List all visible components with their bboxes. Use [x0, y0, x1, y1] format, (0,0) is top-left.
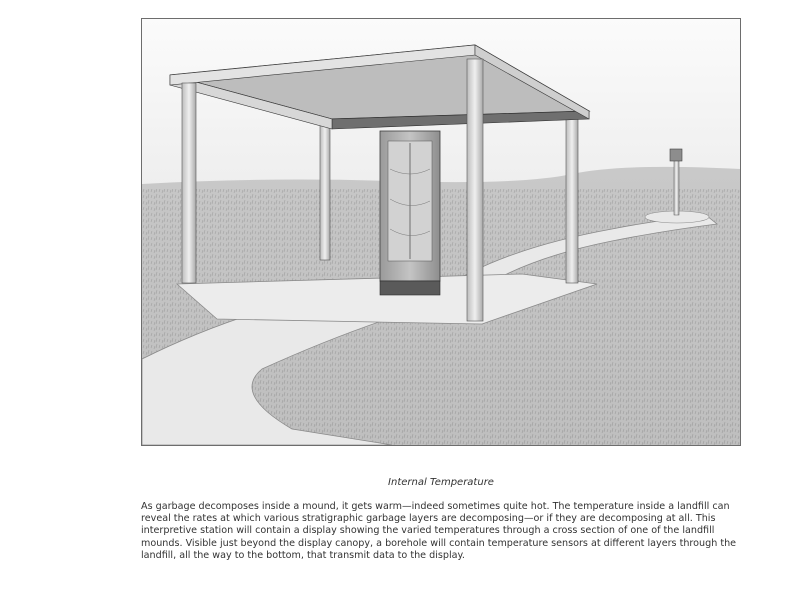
canopy-post-back-right [566, 107, 578, 283]
canopy-post-front-left [182, 83, 196, 283]
description-text: As garbage decomposes inside a mound, it gets warm—indeed sometimes quite hot. The temperature inside a landfill can reveal the rates at which various stratigraphic garbage layers are decomposing—or if they are decomposing at all. This interpretive station will contain a display showing the varied temperatures through a cross section of one of the landfill mounds. Visible just beyond the display canopy, a borehole will contain temperature sensors at different layers through the landfill, all the way to the bottom, that transmit data to the display. [141, 501, 737, 561]
interpretive-station-drawing [142, 19, 740, 445]
illustration-frame [141, 18, 741, 446]
canopy-post-front-right [467, 59, 483, 321]
figure-caption: Internal Temperature [388, 477, 494, 488]
canopy-post-back-left [320, 115, 330, 260]
temperature-display-panel [380, 131, 440, 295]
